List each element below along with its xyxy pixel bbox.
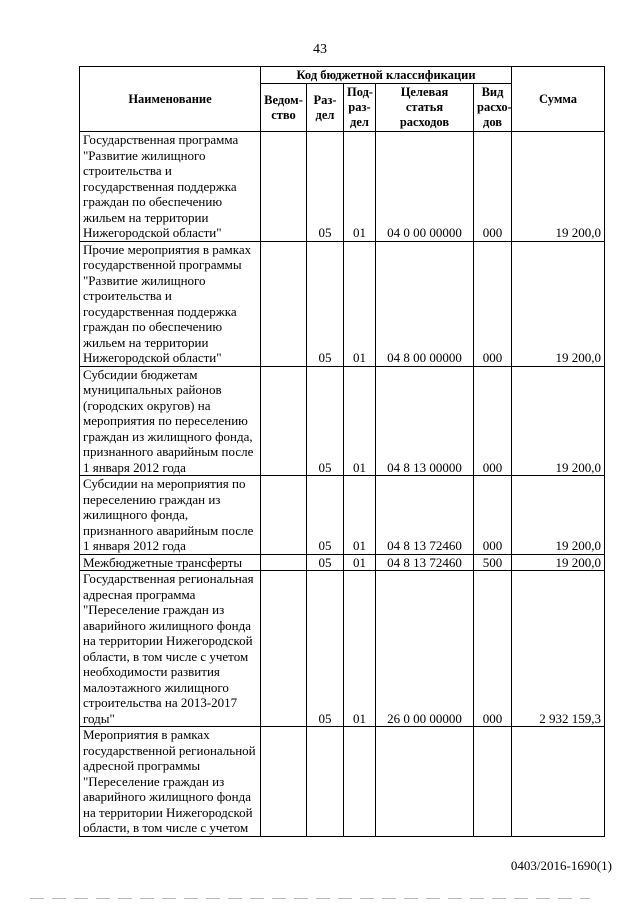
row-sum: 19 200,0 (512, 476, 605, 555)
table-row (80, 366, 605, 476)
row-celevaya-statya: 26 0 00 00000 (376, 571, 474, 727)
row-name: Государственная региональная адресная программа "Переселение граждан из аварийного жилищного фонда на территории Нижегородской области, в том числе с учетом необходимости развития малоэтажного жилищного строительства на 2013-2017 годы" (80, 571, 261, 727)
header-celevaya-statya: Целевая статья расходов (376, 84, 474, 132)
row-name: Мероприятия в рамках государственной региональной адресной программы "Переселение граждан из аварийного жилищного фонда на территории Нижегородской области, в том числе с учетом (80, 727, 261, 837)
row-sum: 19 200,0 (512, 132, 605, 242)
row-celevaya-statya: 04 8 13 00000 (376, 366, 474, 476)
row-vedomstvo (261, 132, 307, 242)
row-razdel: 05 (307, 241, 344, 366)
row-celevaya-statya: 04 8 13 72460 (376, 476, 474, 555)
row-sum: 19 200,0 (512, 241, 605, 366)
row-name: Субсидии бюджетам муниципальных районов (городских округов) на мероприятия по переселению граждан из жилищного фонда, признанного аварийным после 1 января 2012 года (80, 366, 261, 476)
row-vedomstvo (261, 476, 307, 555)
header-classification-group: Код бюджетной классификации (261, 67, 512, 84)
row-vid-rashodov: 000 (474, 571, 512, 727)
table-row (80, 132, 605, 242)
row-podrazdel: 01 (344, 132, 376, 242)
row-name: Межбюджетные трансферты (80, 554, 261, 571)
row-vedomstvo (261, 727, 307, 837)
row-celevaya-statya: 04 8 13 72460 (376, 554, 474, 571)
row-vedomstvo (261, 366, 307, 476)
row-podrazdel: 01 (344, 554, 376, 571)
header-row-1 (80, 67, 605, 84)
row-sum: 2 932 159,3 (512, 571, 605, 727)
row-sum: 19 200,0 (512, 554, 605, 571)
row-podrazdel: 01 (344, 571, 376, 727)
header-razdel: Раз- дел (307, 84, 344, 132)
row-razdel (307, 727, 344, 837)
header-name: Наименование (80, 67, 261, 132)
row-name: Субсидии на мероприятия по переселению граждан из жилищного фонда, признанного аварийным после 1 января 2012 года (80, 476, 261, 555)
scan-artifact-line (30, 898, 590, 899)
table-row (80, 476, 605, 555)
row-vid-rashodov: 000 (474, 476, 512, 555)
row-vid-rashodov: 000 (474, 366, 512, 476)
table-row (80, 571, 605, 727)
row-celevaya-statya: 04 8 00 00000 (376, 241, 474, 366)
document-code: 0403/2016-1690(1) (510, 858, 612, 873)
row-razdel: 05 (307, 366, 344, 476)
budget-table (79, 66, 605, 837)
row-podrazdel: 01 (344, 241, 376, 366)
table-row (80, 241, 605, 366)
row-celevaya-statya (376, 727, 474, 837)
header-sum: Сумма (512, 67, 605, 132)
page-number: 43 (313, 42, 327, 57)
row-vid-rashodov: 000 (474, 241, 512, 366)
row-vid-rashodov (474, 727, 512, 837)
row-razdel: 05 (307, 571, 344, 727)
row-vid-rashodov: 500 (474, 554, 512, 571)
row-name: Государственная программа "Развитие жилищного строительства и государственная поддержка граждан по обеспечению жильем на территории Нижегородской области" (80, 132, 261, 242)
row-vedomstvo (261, 554, 307, 571)
header-podrazdel: Под- раз- дел (344, 84, 376, 132)
row-podrazdel (344, 727, 376, 837)
row-razdel: 05 (307, 132, 344, 242)
row-podrazdel: 01 (344, 366, 376, 476)
header-vid-rashodov: Вид расхо- дов (474, 84, 512, 132)
header-vedomstvo: Ведом- ство (261, 84, 307, 132)
table-row (80, 727, 605, 837)
row-razdel: 05 (307, 554, 344, 571)
row-name: Прочие мероприятия в рамках государственной программы "Развитие жилищного строительства и государственная поддержка граждан по обеспечению жильем на территории Нижегородской области" (80, 241, 261, 366)
row-celevaya-statya: 04 0 00 00000 (376, 132, 474, 242)
row-razdel: 05 (307, 476, 344, 555)
table-row (80, 554, 605, 571)
row-vedomstvo (261, 571, 307, 727)
row-sum: 19 200,0 (512, 366, 605, 476)
row-vedomstvo (261, 241, 307, 366)
row-sum (512, 727, 605, 837)
row-vid-rashodov: 000 (474, 132, 512, 242)
row-podrazdel: 01 (344, 476, 376, 555)
